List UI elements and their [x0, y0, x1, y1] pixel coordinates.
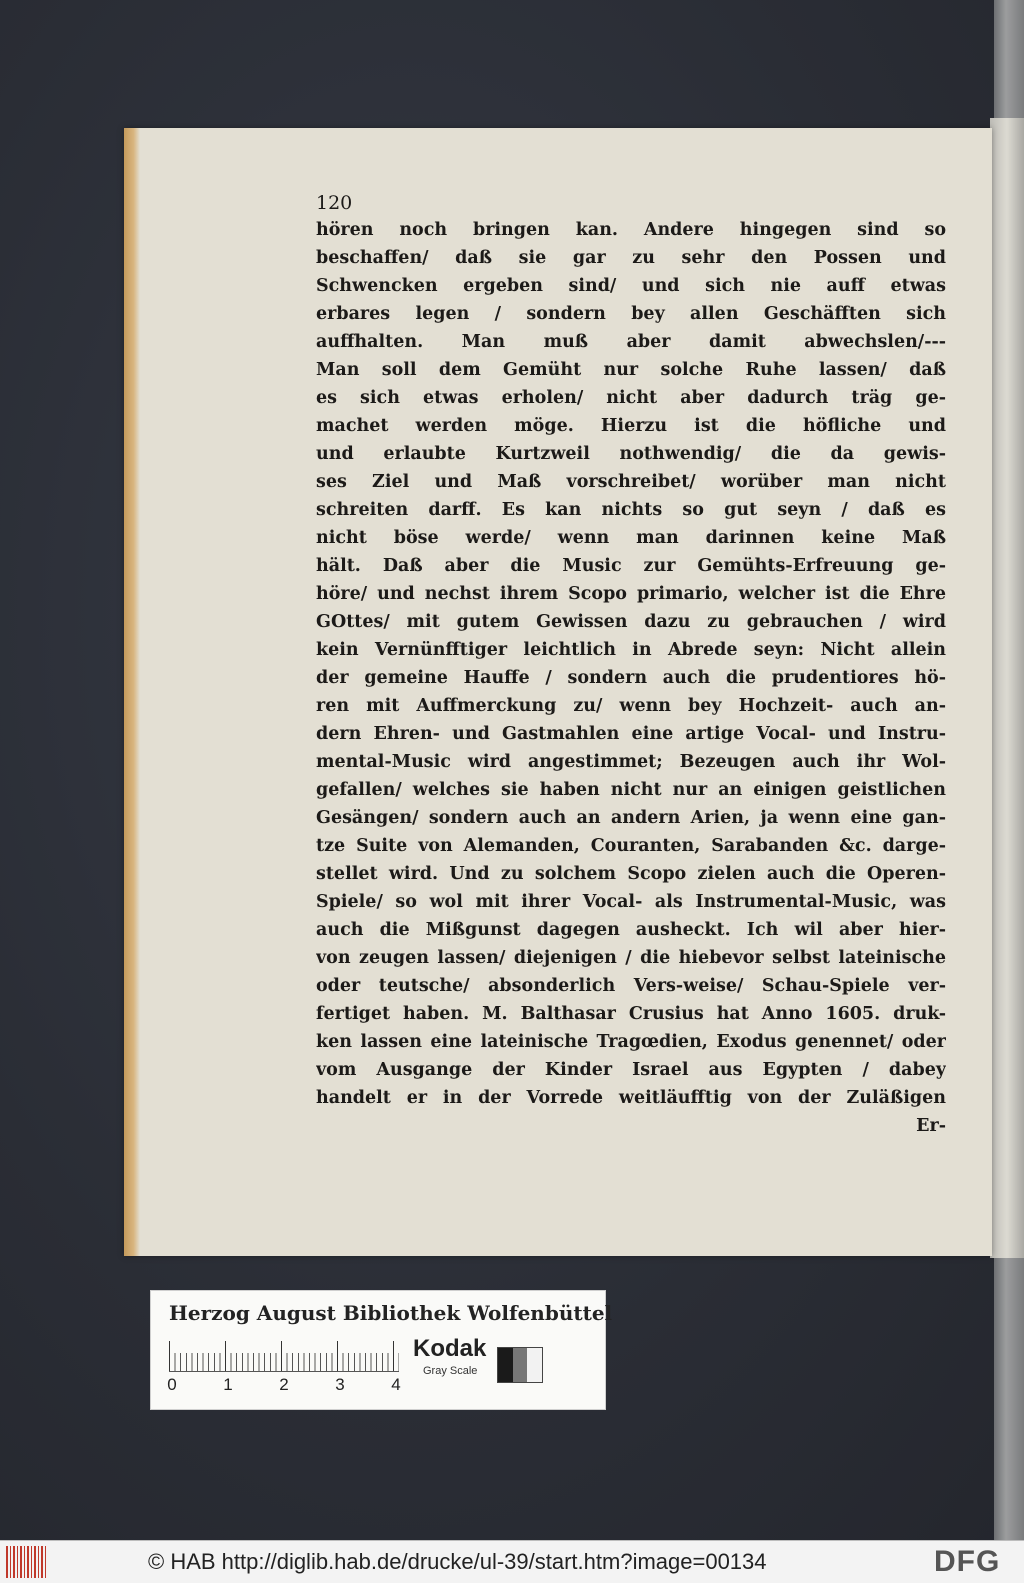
page-binding-edge — [124, 128, 140, 1256]
text-line: der gemeine Hauffe / sondern auch die prudentiores hö- — [316, 668, 946, 688]
text-line: vom Ausgange der Kinder Israel aus Egypten / dabey — [316, 1060, 946, 1080]
text-line: kein Vernünfftiger leichtlich in Abrede seyn: Nicht allein — [316, 640, 946, 660]
text-line: erbares legen / sondern bey allen Geschäfften sich — [316, 304, 946, 324]
gray-scale-swatch — [497, 1347, 543, 1383]
dfg-logo: DFG — [934, 1545, 1001, 1578]
viewer-footer — [0, 1540, 1024, 1583]
library-name: Herzog August Bibliothek Wolfenbüttel — [169, 1301, 613, 1325]
text-line: Gesängen/ sondern auch an andern Arien, ja wenn eine gan- — [316, 808, 946, 828]
text-line: es sich etwas erholen/ nicht aber dadurch träg ge- — [316, 388, 946, 408]
text-line: höre/ und nechst ihrem Scopo primario, welcher ist die Ehre — [316, 584, 946, 604]
measurement-ruler — [169, 1341, 399, 1372]
hab-barcode-icon — [6, 1546, 48, 1578]
swatch-patch — [527, 1348, 542, 1382]
text-line: GOttes/ mit gutem Gewissen dazu zu gebrauchen / wird — [316, 612, 946, 632]
text-line: nicht böse werde/ wenn man darinnen keine Maß — [316, 528, 946, 548]
text-line: oder teutsche/ absonderlich Vers-weise/ Schau-Spiele ver- — [316, 976, 946, 996]
text-line: stellet wird. Und zu solchem Scopo zielen auch die Operen- — [316, 864, 946, 884]
ruler-number: 4 — [391, 1375, 401, 1394]
text-line: schreiten darff. Es kan nichts so gut seyn / daß es — [316, 500, 946, 520]
ruler-numbers — [165, 1375, 405, 1397]
text-line: hören noch bringen kan. Andere hingegen sind so — [316, 220, 946, 240]
text-line: hält. Daß aber die Music zur Gemühts-Erfreuung ge- — [316, 556, 946, 576]
ruler-number: 3 — [335, 1375, 345, 1394]
swatch-patch — [513, 1348, 528, 1382]
text-line: ses Ziel und Maß vorschreibet/ worüber man nicht — [316, 472, 946, 492]
color-calibration-card — [150, 1290, 613, 1410]
text-line: fertiget haben. M. Balthasar Crusius hat Anno 1605. druk- — [316, 1004, 946, 1024]
text-lines — [316, 216, 946, 1140]
text-line: handelt er in der Vorrede weitläufftig von der Zuläßigen — [316, 1088, 946, 1108]
text-line: beschaffen/ daß sie gar zu sehr den Possen und — [316, 248, 946, 268]
text-line: dern Ehren- und Gastmahlen eine artige Vocal- und Instru- — [316, 724, 946, 744]
ruler-number: 2 — [279, 1375, 289, 1394]
ruler-number: 1 — [223, 1375, 233, 1394]
text-line: und erlaubte Kurtzweil nothwendig/ die da gewis- — [316, 444, 946, 464]
text-line: Schwencken ergeben sind/ und sich nie auff etwas — [316, 276, 946, 296]
text-line: Spiele/ so wol mit ihrer Vocal- als Instrumental-Music, was — [316, 892, 946, 912]
text-line: Man soll dem Gemüht nur solche Ruhe lassen/ daß — [316, 360, 946, 380]
copyright-url[interactable]: © HAB http://diglib.hab.de/drucke/ul-39/start.htm?image=00134 — [148, 1549, 767, 1574]
text-line: tze Suite von Alemanden, Couranten, Sarabanden &c. darge- — [316, 836, 946, 856]
adjacent-page-edge — [990, 118, 1024, 1258]
gray-scale-label: Gray Scale — [423, 1365, 478, 1377]
text-line: auffhalten. Man muß aber damit abwechslen/--- — [316, 332, 946, 352]
text-line: Er- — [916, 1116, 946, 1136]
text-line: auch die Mißgunst dagegen ausheckt. Ich wil aber hier- — [316, 920, 946, 940]
kodak-logo: Kodak — [413, 1335, 487, 1362]
ruler-number: 0 — [167, 1375, 177, 1394]
swatch-patch — [498, 1348, 513, 1382]
text-line: ken lassen eine lateinische Tragœdien, Exodus genennet/ oder — [316, 1032, 946, 1052]
text-line: machet werden möge. Hierzu ist die höfliche und — [316, 416, 946, 436]
page-text — [316, 192, 946, 1140]
page-number: 120 — [316, 192, 353, 214]
text-line: gefallen/ welches sie haben nicht nur an einigen geistlichen — [316, 780, 946, 800]
text-line: von zeugen lassen/ diejenigen / die hiebevor selbst lateinische — [316, 948, 946, 968]
text-line: ren mit Auffmerckung zu/ wenn bey Hochzeit- auch an- — [316, 696, 946, 716]
text-line: mental-Music wird angestimmet; Bezeugen auch ihr Wol- — [316, 752, 946, 772]
